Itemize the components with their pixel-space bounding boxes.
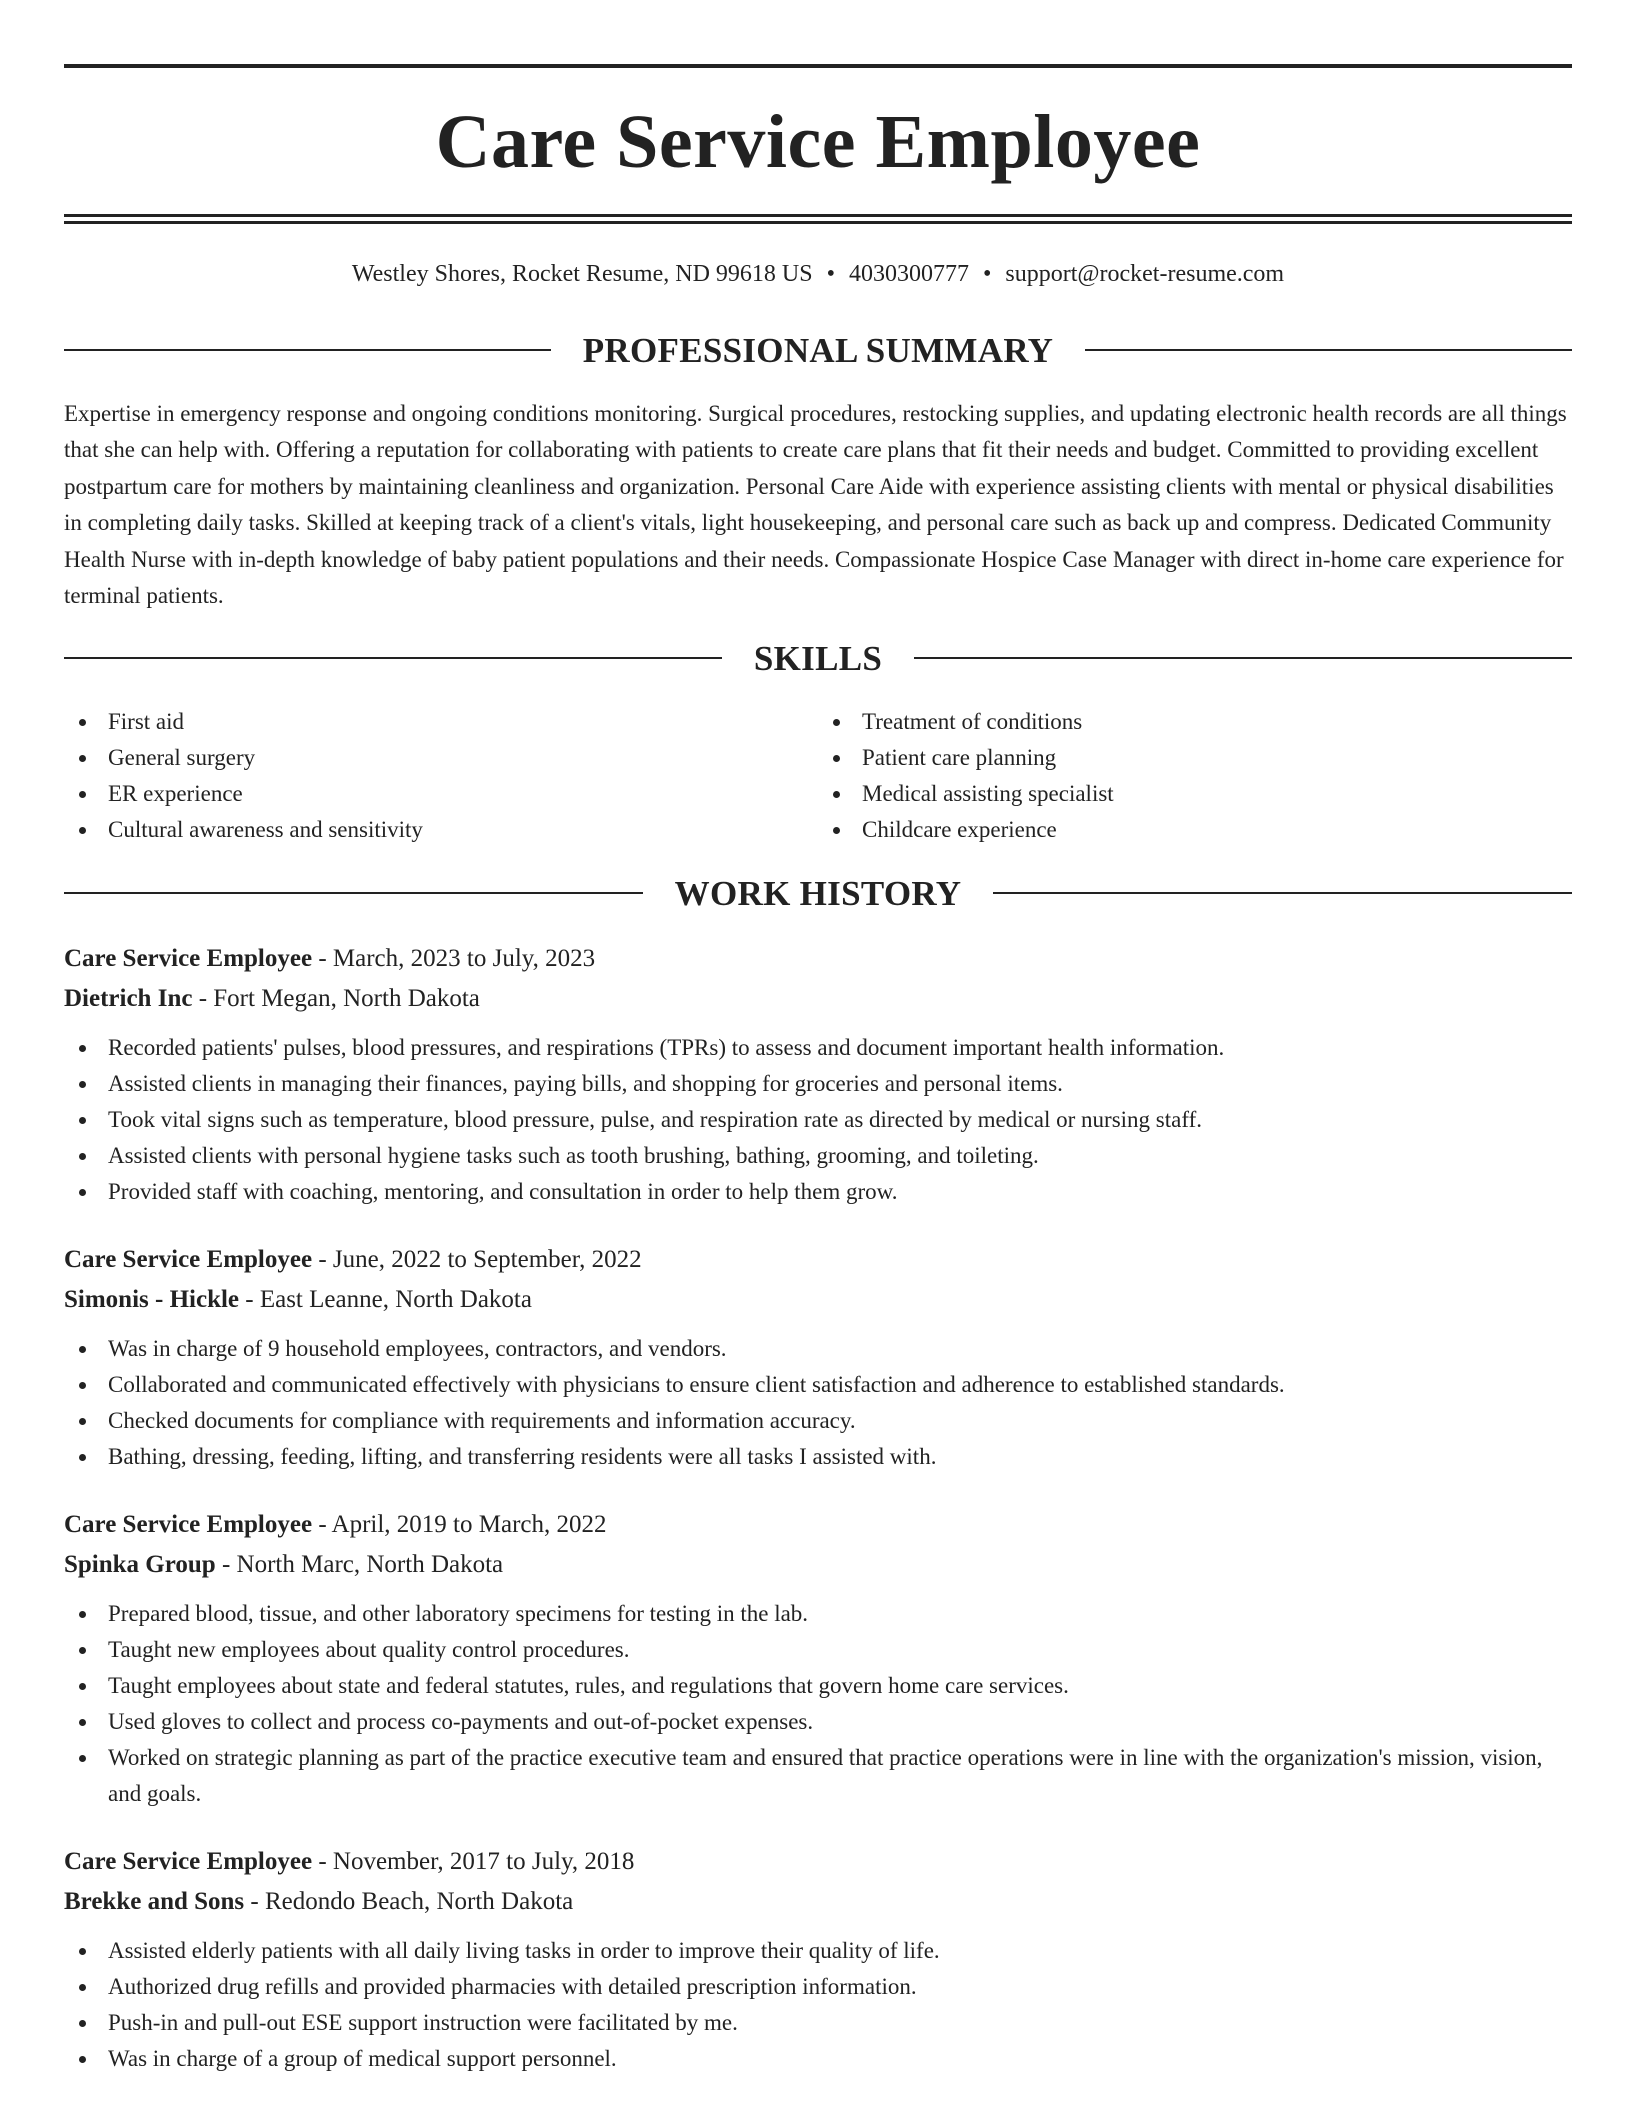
work-history-title: WORK HISTORY xyxy=(674,873,962,913)
contact-separator: • xyxy=(983,261,992,287)
job-bullet: Provided staff with coaching, mentoring, and consultation in order to help them grow. xyxy=(64,1174,1572,1210)
summary-text: Expertise in emergency response and ongoing conditions monitoring. Surgical procedures, restocking supplies, and updating electronic health records are all things that she can help with. Offering a reputation for collaborating with patients to create care plans that fit their needs and budget. Committed to providing excellent postpartum care for mothers by maintaining cleanliness and organization. Personal Care Aide with experience assisting clients with mental or physical disabilities in completing daily tasks. Skilled at keeping track of a client's vitals, light housekeeping, and personal care such as back up and compress. Dedicated Community Health Nurse with in-depth knowledge of baby patient populations and their needs. Compassionate Hospice Case Manager with direct in-home care experience for terminal patients. xyxy=(64,400,1567,609)
job-role: Care Service Employee xyxy=(64,1245,313,1273)
job-bullet: Prepared blood, tissue, and other laboratory specimens for testing in the lab. xyxy=(64,1596,1572,1632)
job-company: Simonis - Hickle xyxy=(64,1285,240,1313)
job-bullet: Took vital signs such as temperature, blood pressure, pulse, and respiration rate as directed by medical or nursing staff. xyxy=(64,1102,1572,1138)
heading-rule-right xyxy=(914,657,1572,659)
job-company: Spinka Group xyxy=(64,1550,216,1578)
skill-item: Cultural awareness and sensitivity xyxy=(64,812,818,848)
summary-title: PROFESSIONAL SUMMARY xyxy=(582,330,1054,370)
contact-line xyxy=(64,260,1572,289)
skill-item: Childcare experience xyxy=(818,812,1572,848)
job-location: - North Marc, North Dakota xyxy=(215,1550,504,1578)
contact-address: Westley Shores, Rocket Resume, ND 99618 US xyxy=(351,261,813,287)
job-location: - Redondo Beach, North Dakota xyxy=(244,1887,574,1915)
name-double-rule xyxy=(64,214,1572,224)
skill-item: Medical assisting specialist xyxy=(818,776,1572,812)
job-role: Care Service Employee xyxy=(64,944,313,972)
heading-rule-left xyxy=(64,349,551,351)
skill-item: Patient care planning xyxy=(818,740,1572,776)
top-rule xyxy=(64,64,1572,68)
heading-rule-right xyxy=(993,892,1572,894)
skills-column-right xyxy=(818,704,1572,848)
contact-email: support@rocket-resume.com xyxy=(1005,261,1285,287)
job-bullet: Authorized drug refills and provided pharmacies with detailed prescription information. xyxy=(64,1969,1572,2005)
job-bullet: Assisted clients with personal hygiene tasks such as tooth brushing, bathing, grooming, and toileting. xyxy=(64,1138,1572,1174)
job-entry xyxy=(64,1240,1572,1475)
heading-rule-left xyxy=(64,657,722,659)
job-company-line xyxy=(64,1545,1572,1585)
job-bullet: Worked on strategic planning as part of the practice executive team and ensured that practice operations were in line with the organization's mission, vision, and goals. xyxy=(64,1740,1572,1812)
job-bullet: Assisted clients in managing their finances, paying bills, and shopping for groceries and personal items. xyxy=(64,1066,1572,1102)
job-dates: - June, 2022 to September, 2022 xyxy=(312,1245,642,1273)
contact-phone: 4030300777 xyxy=(849,261,969,287)
job-bullets xyxy=(64,1331,1572,1475)
heading-rule-right xyxy=(1085,349,1572,351)
job-location: - Fort Megan, North Dakota xyxy=(192,984,480,1012)
job-bullet: Assisted elderly patients with all daily living tasks in order to improve their quality of life. xyxy=(64,1933,1572,1969)
skills-list xyxy=(64,704,1572,848)
job-bullets xyxy=(64,1030,1572,1210)
skills-heading xyxy=(64,638,1572,678)
job-title-line xyxy=(64,1240,1572,1280)
job-title-line xyxy=(64,939,1572,979)
job-dates: - November, 2017 to July, 2018 xyxy=(312,1847,635,1875)
job-bullets xyxy=(64,1933,1572,2077)
job-bullet: Bathing, dressing, feeding, lifting, and transferring residents were all tasks I assisted with. xyxy=(64,1439,1572,1475)
contact-separator: • xyxy=(826,261,835,287)
job-company: Dietrich Inc xyxy=(64,984,193,1012)
work-history-heading xyxy=(64,873,1572,913)
job-role: Care Service Employee xyxy=(64,1510,313,1538)
job-title-line xyxy=(64,1505,1572,1545)
job-entry xyxy=(64,1842,1572,2077)
job-bullet: Collaborated and communicated effectively with physicians to ensure client satisfaction and adherence to established standards. xyxy=(64,1367,1572,1403)
job-bullets xyxy=(64,1596,1572,1812)
job-entry xyxy=(64,939,1572,1210)
job-dates: - April, 2019 to March, 2022 xyxy=(312,1510,607,1538)
skills-title: SKILLS xyxy=(753,638,883,678)
job-company: Brekke and Sons xyxy=(64,1887,245,1915)
summary-heading xyxy=(64,330,1572,370)
job-bullet: Used gloves to collect and process co-payments and out-of-pocket expenses. xyxy=(64,1704,1572,1740)
job-bullet: Was in charge of a group of medical support personnel. xyxy=(64,2041,1572,2077)
job-bullet: Checked documents for compliance with requirements and information accuracy. xyxy=(64,1403,1572,1439)
job-role: Care Service Employee xyxy=(64,1847,313,1875)
job-bullet: Push-in and pull-out ESE support instruction were facilitated by me. xyxy=(64,2005,1572,2041)
job-company-line xyxy=(64,1280,1572,1320)
job-dates: - March, 2023 to July, 2023 xyxy=(312,944,596,972)
skill-item: ER experience xyxy=(64,776,818,812)
heading-rule-left xyxy=(64,892,643,894)
skill-item: First aid xyxy=(64,704,818,740)
job-bullet: Recorded patients' pulses, blood pressures, and respirations (TPRs) to assess and document important health information. xyxy=(64,1030,1572,1066)
skill-item: General surgery xyxy=(64,740,818,776)
job-bullet: Was in charge of 9 household employees, contractors, and vendors. xyxy=(64,1331,1572,1367)
job-bullet: Taught new employees about quality control procedures. xyxy=(64,1632,1572,1668)
job-company-line xyxy=(64,1882,1572,1922)
job-company-line xyxy=(64,979,1572,1019)
skill-item: Treatment of conditions xyxy=(818,704,1572,740)
job-title-line xyxy=(64,1842,1572,1882)
job-bullet: Taught employees about state and federal statutes, rules, and regulations that govern home care services. xyxy=(64,1668,1572,1704)
skills-column-left xyxy=(64,704,818,848)
job-entry xyxy=(64,1505,1572,1812)
resume-page xyxy=(64,64,1572,2077)
job-location: - East Leanne, North Dakota xyxy=(239,1285,532,1313)
resume-name: Care Service Employee xyxy=(435,100,1201,184)
